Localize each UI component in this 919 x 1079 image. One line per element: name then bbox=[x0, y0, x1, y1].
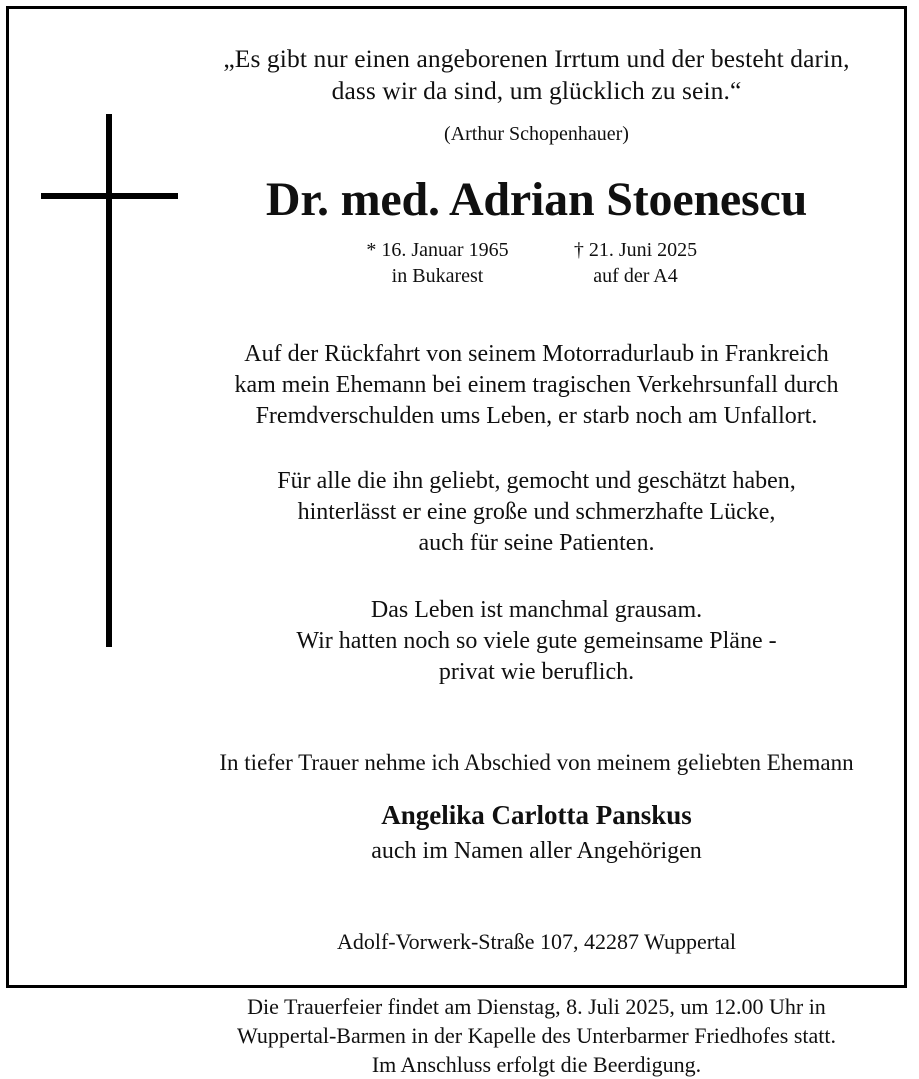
paragraph-line: Das Leben ist manchmal grausam. bbox=[370, 597, 703, 623]
paragraph-circumstances bbox=[159, 339, 914, 432]
birth-place: in Bukarest bbox=[391, 265, 484, 287]
death-date: † 21. Juni 2025 bbox=[573, 239, 698, 261]
quote-line-1: „Es gibt nur einen angeborenen Irrtum und der besteht darin, bbox=[223, 44, 850, 73]
funeral-line: Die Trauerfeier findet am Dienstag, 8. Juli 2025, um 12.00 Uhr in bbox=[247, 994, 826, 1019]
notice-frame bbox=[6, 6, 907, 1077]
paragraph-line: privat wie beruflich. bbox=[438, 659, 635, 685]
deceased-name: Dr. med. Adrian Stoenescu bbox=[265, 173, 808, 226]
funeral-line: Im Anschluss erfolgt die Beerdigung. bbox=[371, 1052, 702, 1077]
funeral-details bbox=[159, 992, 914, 1079]
cross-horizontal-bar bbox=[41, 193, 178, 199]
paragraph-reflection bbox=[159, 595, 914, 688]
life-dates bbox=[159, 237, 914, 289]
death-place: auf der A4 bbox=[593, 265, 678, 287]
cross-vertical-stem bbox=[106, 114, 112, 647]
paragraph-line: Fremdverschulden ums Leben, er starb noch am Unfallort. bbox=[255, 403, 818, 429]
epigraph-quote bbox=[159, 43, 914, 107]
survivor-name: Angelika Carlotta Panskus bbox=[381, 800, 692, 830]
quote-attribution: (Arthur Schopenhauer) bbox=[444, 123, 629, 145]
birth-date: * 16. Januar 1965 bbox=[366, 239, 509, 261]
paragraph-line: Für alle die ihn geliebt, gemocht und geschätzt haben, bbox=[277, 468, 796, 494]
paragraph-line: auch für seine Patienten. bbox=[418, 530, 655, 556]
birth-info bbox=[358, 237, 518, 289]
paragraph-line: Wir hatten noch so viele gute gemeinsame Pläne - bbox=[296, 628, 777, 654]
contact-address: Adolf-Vorwerk-Straße 107, 42287 Wuppertal bbox=[336, 929, 737, 954]
mourning-intro: In tiefer Trauer nehme ich Abschied von meinem geliebten Ehemann bbox=[219, 750, 854, 775]
paragraph-tribute bbox=[159, 466, 914, 559]
paragraph-line: Auf der Rückfahrt von seinem Motorradurlaub in Frankreich bbox=[244, 341, 829, 367]
funeral-line: Wuppertal-Barmen in der Kapelle des Unterbarmer Friedhofes statt. bbox=[236, 1023, 836, 1048]
survivor-note: auch im Namen aller Angehörigen bbox=[371, 838, 702, 864]
notice-content bbox=[159, 9, 914, 1079]
paragraph-line: hinterlässt er eine große und schmerzhafte Lücke, bbox=[297, 499, 776, 525]
death-info bbox=[556, 237, 716, 289]
paragraph-line: kam mein Ehemann bei einem tragischen Verkehrsunfall durch bbox=[234, 372, 839, 398]
quote-line-2: dass wir da sind, um glücklich zu sein.“ bbox=[331, 76, 742, 105]
life-dates-row bbox=[159, 237, 914, 289]
